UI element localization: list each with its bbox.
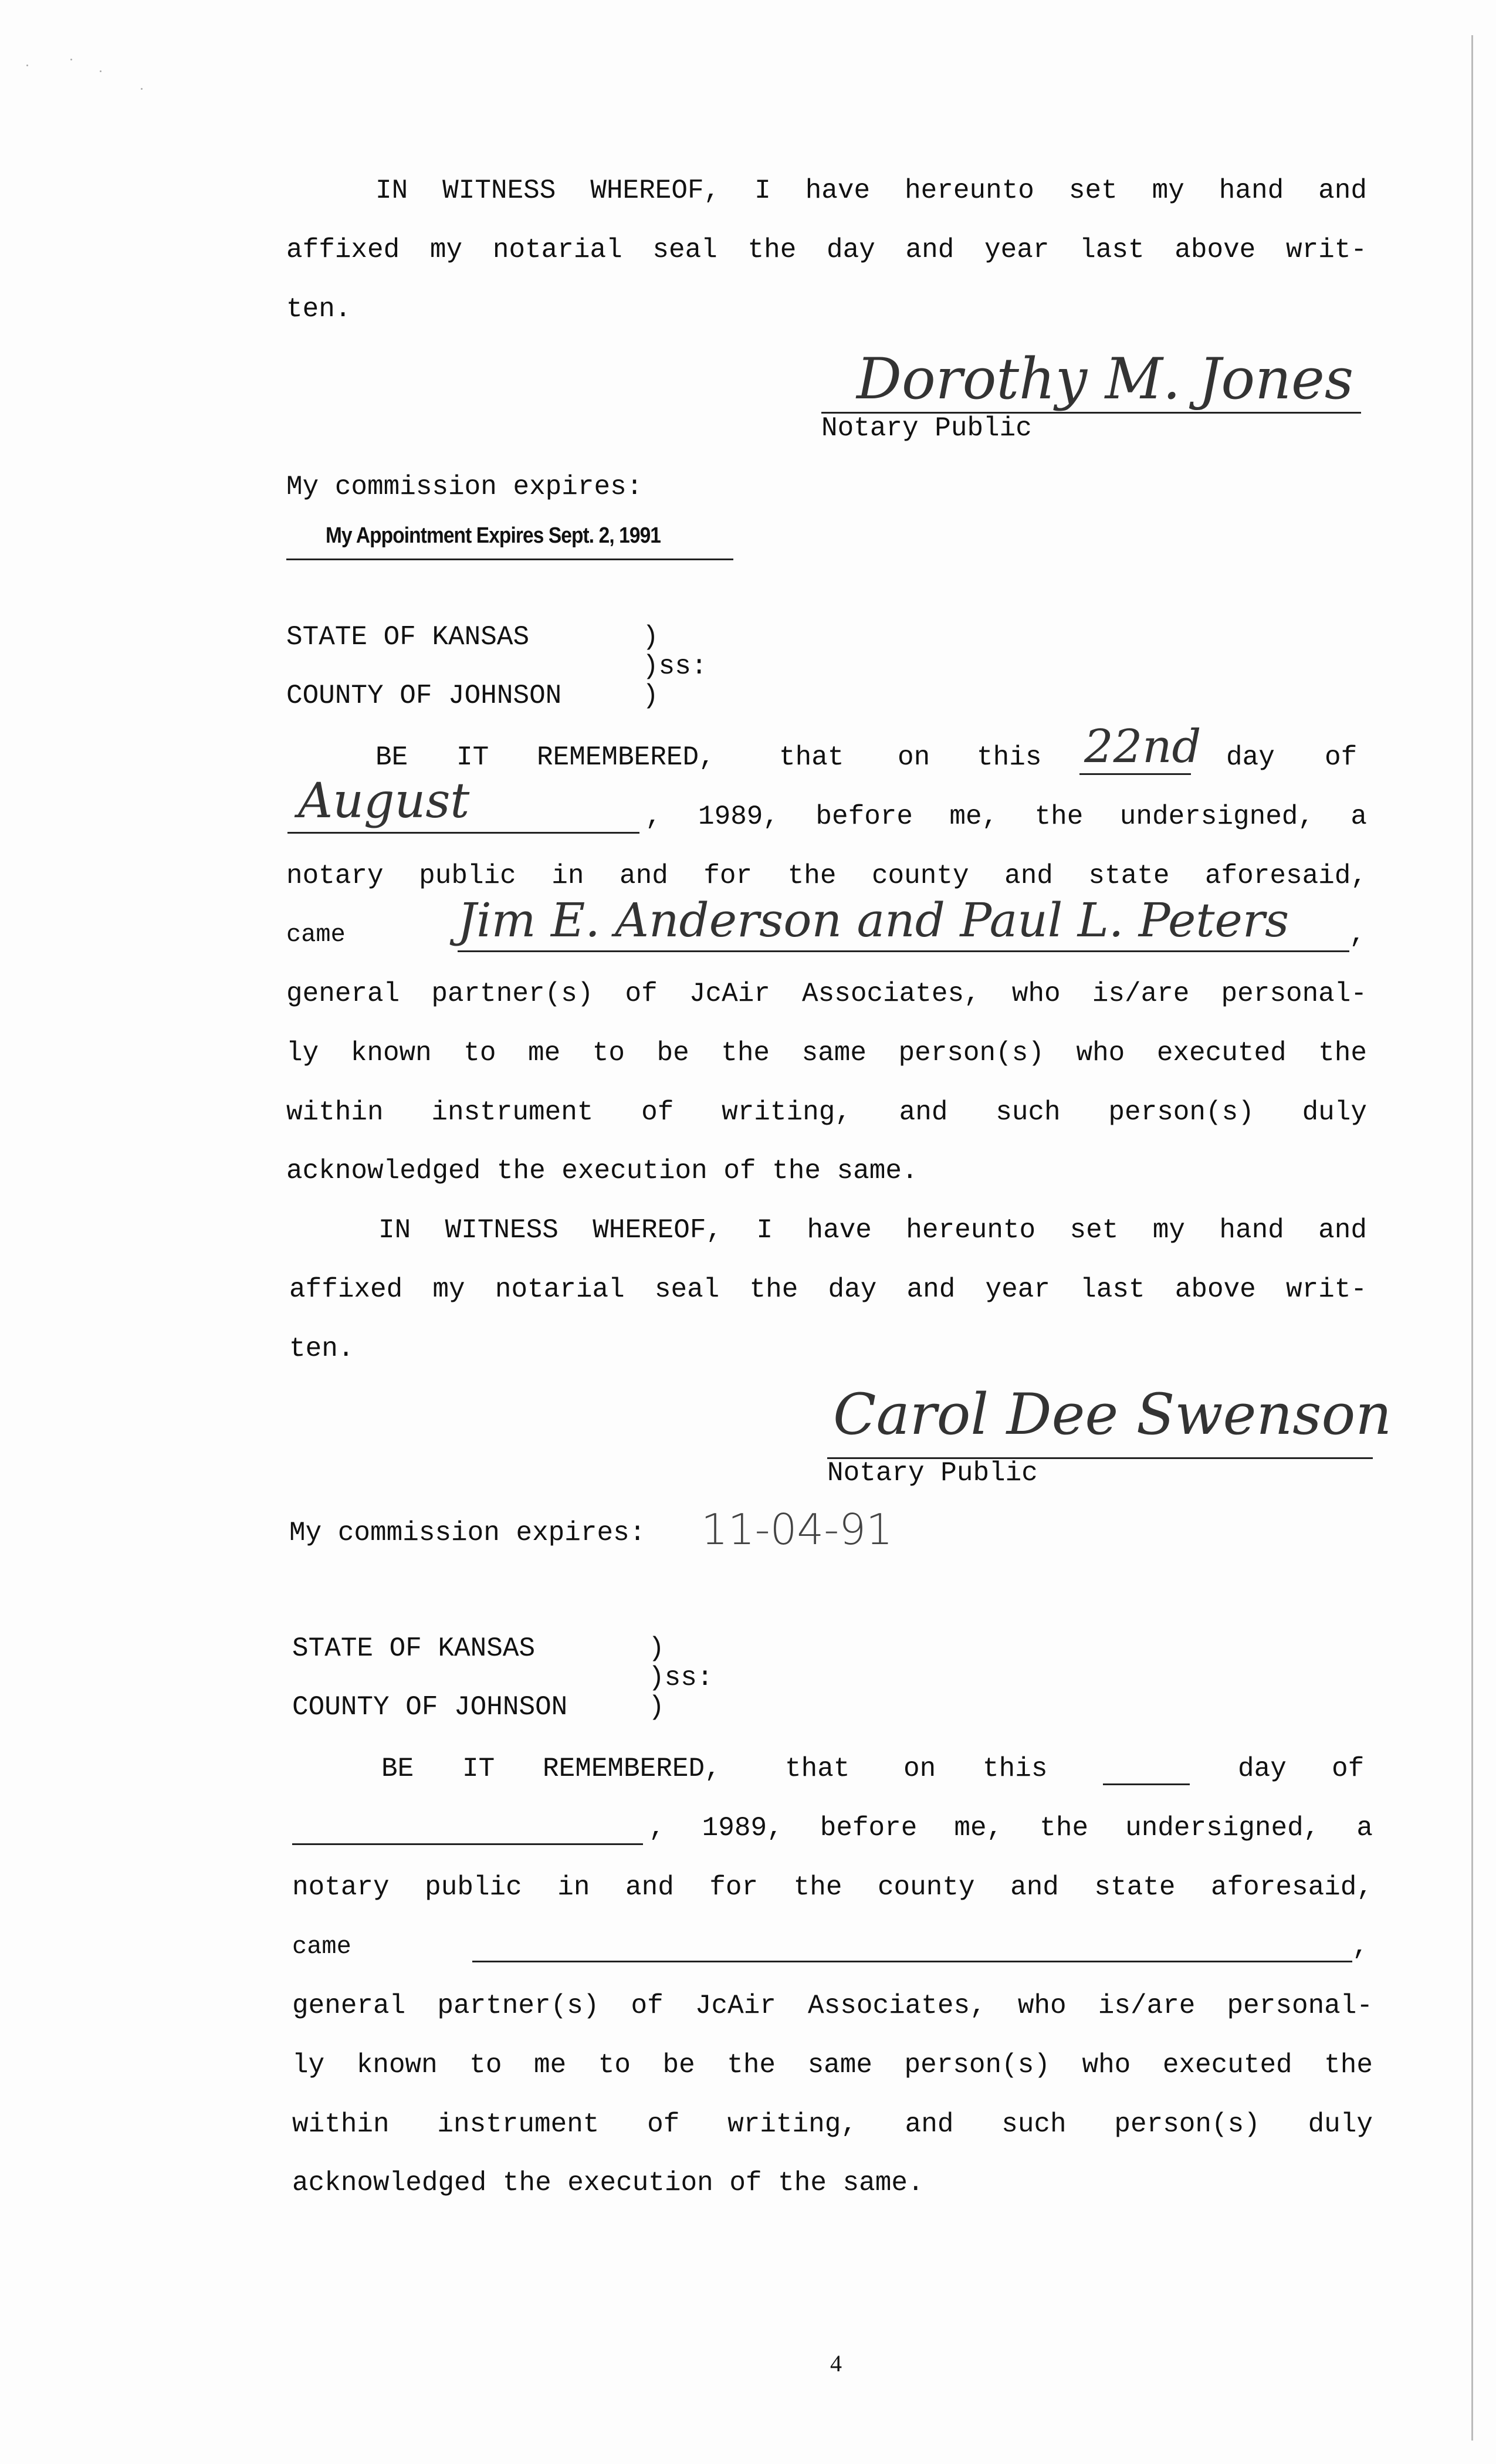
witness-line-2-text: affixed my notarial seal the day and year last above writ- [286,235,1367,265]
notary-line-2 [286,859,1367,892]
paren-3a: ) [648,1633,665,1664]
witness-line-2a-text: IN WITNESS WHEREOF, I have hereunto set my hand and [378,1215,1367,1245]
year-line-3 [649,1812,1373,1844]
year-line-2-text: , 1989, before me, the undersigned, a [645,801,1367,832]
partner-line-2c-text: within instrument of writing, and such person(s) duly [286,1097,1367,1128]
partner-line-3b [292,2049,1373,2081]
rem-word: this [977,742,1042,773]
ss-label-2: )ss: [642,651,708,682]
rem-word: this [983,1754,1048,1784]
rem-word: REMEMBERED, [537,742,715,773]
witness-line-1 [375,174,1367,207]
rem-word: on [903,1754,936,1784]
paren-2a: ) [642,622,659,652]
notary-line-3 [292,1871,1373,1904]
notary-signature-2: Carol Dee Swenson [833,1382,1392,1447]
page-number: 4 [830,2350,842,2377]
rem-word: BE [381,1754,414,1784]
witness-line-3: ten. [286,294,351,324]
commission-label-2: My commission expires: [289,1518,646,1548]
commission-label-1: My commission expires: [286,472,643,502]
notary-line-2-text: notary public in and for the county and state aforesaid, [286,861,1367,891]
witness-line-2b-text: affixed my notarial seal the day and year last above writ- [289,1274,1367,1305]
partner-line-3c-text: within instrument of writing, and such person(s) duly [292,2109,1373,2140]
notary-line-3-text: notary public in and for the county and state aforesaid, [292,1872,1373,1903]
partner-line-3c [292,2108,1373,2141]
paren-3c: ) [648,1692,665,1722]
rem-word: day [1238,1754,1287,1784]
partner-line-2c [286,1096,1367,1129]
day-blank-2 [1079,773,1191,775]
came-comma-2: , [1349,919,1366,950]
commission-line-1 [286,559,733,560]
month-blank-3 [292,1843,643,1845]
scan-edge-line [1471,35,1473,2441]
partner-line-2b [286,1037,1367,1069]
paren-2c: ) [642,681,659,711]
month-blank-2 [287,832,639,834]
rem-word: that [785,1754,850,1784]
partner-line-2a-text: general partner(s) of JcAir Associates, who is/are personal- [286,979,1367,1009]
county-label-2: COUNTY OF JOHNSON [286,681,562,711]
partner-line-2b-text: ly known to me to be the same person(s) who executed the [286,1038,1367,1068]
county-label-3: COUNTY OF JOHNSON [292,1692,568,1722]
day-handwritten: 22nd [1084,720,1201,773]
rem-word: of [1332,1754,1365,1784]
partner-line-3b-text: ly known to me to be the same person(s) who executed the [292,2050,1373,2080]
state-label-2: STATE OF KANSAS [286,622,530,652]
year-line-3-text: , 1989, before me, the undersigned, a [649,1813,1373,1843]
rem-word: IT [456,742,489,773]
rem-word: BE [375,742,408,773]
notary-signature-1: Dorothy M. Jones [857,346,1354,412]
year-line-2 [645,800,1367,833]
witness-line-2b [289,1273,1367,1306]
partner-line-3a-text: general partner(s) of JcAir Associates, who is/are personal- [292,1991,1373,2021]
rem-word: on [898,742,930,773]
ss-label-3: )ss: [648,1663,713,1693]
partner-line-3d: acknowledged the execution of the same. [292,2168,924,2198]
came-comma-3: , [1352,1931,1369,1962]
names-handwritten: Jim E. Anderson and Paul L. Peters [458,893,1289,947]
state-label-3: STATE OF KANSAS [292,1633,536,1664]
witness-line-2c: ten. [289,1333,354,1364]
commission-stamp: My Appointment Expires Sept. 2, 1991 [326,523,661,548]
rem-word: that [779,742,844,773]
witness-line-2a [378,1214,1367,1247]
rem-word: REMEMBERED, [543,1754,721,1784]
came-blank-3 [472,1961,1352,1962]
scan-speck [141,88,143,90]
partner-line-3a [292,1989,1373,2022]
scan-speck [26,65,28,66]
commission-date-handwritten: 11-04-91 [701,1505,893,1554]
partner-line-2a [286,977,1367,1010]
notary-public-label-2: Notary Public [827,1458,1038,1488]
partner-line-2d: acknowledged the execution of the same. [286,1156,918,1186]
came-label-3: came [292,1932,351,1961]
month-handwritten: August [298,773,470,829]
scan-speck [100,70,101,72]
witness-line-1-text: IN WITNESS WHEREOF, I have hereunto set my hand and [375,175,1367,206]
notary-public-label-1: Notary Public [821,413,1032,444]
rem-word: IT [462,1754,495,1784]
rem-word: of [1325,742,1358,773]
scan-speck [70,59,72,60]
rem-word: day [1226,742,1275,773]
came-label-2: came [286,920,346,949]
came-blank-2 [458,950,1349,952]
day-blank-3 [1103,1783,1190,1785]
witness-line-2 [286,233,1367,266]
